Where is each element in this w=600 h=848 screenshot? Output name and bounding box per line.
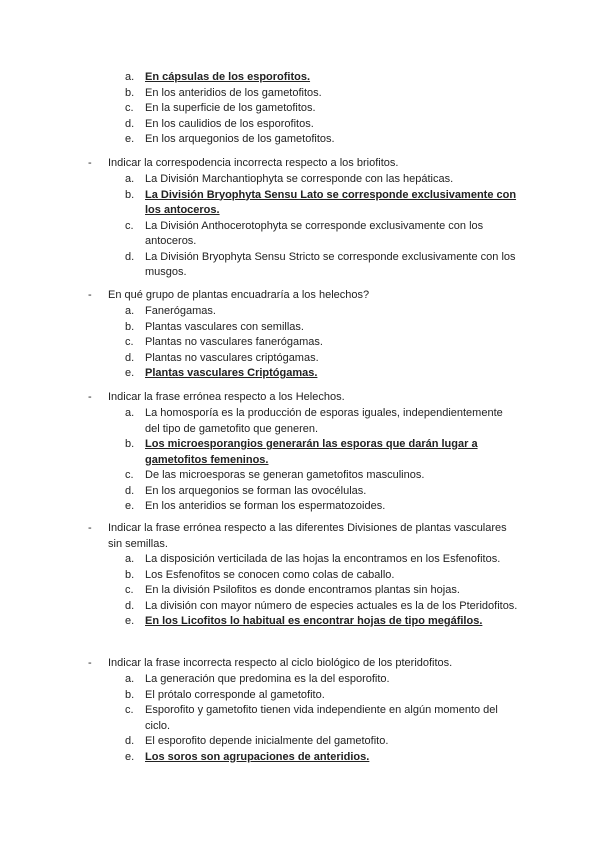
answer-options (0, 672, 600, 765)
question-bullet: - (88, 657, 92, 669)
answer-option (0, 499, 600, 515)
option-letter: c. (125, 704, 134, 716)
answer-options (0, 304, 600, 382)
correct-answer-text: En cápsulas de los esporofitos. (145, 71, 311, 83)
question-text: Indicar la frase incorrecta respecto al ciclo biológico de los pteridofitos. (108, 657, 453, 669)
option-letter: e. (125, 133, 135, 145)
option-text: Plantas vasculares con semillas. (145, 320, 304, 333)
option-text: La División Anthocerotophyta se corresponde exclusivamente con los antoceros. (145, 219, 484, 247)
option-text: En los anteridios de los gametofitos. (145, 86, 322, 99)
question-text: Indicar la frase errónea respecto a los Helechos. (108, 391, 345, 403)
answer-option (0, 188, 600, 219)
option-letter: a. (125, 305, 135, 317)
option-letter: d. (125, 250, 135, 263)
answer-option (0, 335, 600, 351)
answer-option (0, 703, 600, 734)
option-letter: e. (125, 367, 135, 379)
option-text: Esporofito y gametofito tienen vida independiente en algún momento del ciclo. (145, 704, 498, 732)
option-text: En la división Psilofitos es donde encontramos plantas sin hojas. (145, 584, 460, 596)
option-text: En los arquegonios se forman las ovocélulas. (145, 484, 367, 497)
option-text: La homosporía es la producción de esporas iguales, independientemente del tipo de gametofito que generen. (145, 407, 503, 435)
answer-option (0, 172, 600, 188)
option-letter: b. (125, 320, 135, 333)
question-bullet: - (88, 157, 92, 169)
answer-option (0, 320, 600, 336)
first-option-list (0, 70, 600, 148)
answer-option (0, 568, 600, 584)
option-text: En los caulidios de los esporofitos. (145, 117, 314, 130)
correct-answer-text: La División Bryophyta Sensu Lato se corresponde exclusivamente con los antoceros. (145, 188, 517, 216)
answer-option (0, 484, 600, 500)
option-text: En los anteridios se forman los espermatozoides. (145, 500, 386, 512)
answer-option (0, 250, 600, 281)
option-letter: b. (125, 188, 135, 201)
correct-answer-text: Los soros son agrupaciones de anteridios. (145, 750, 370, 763)
option-letter: a. (125, 673, 135, 685)
option-letter: c. (125, 336, 134, 348)
option-letter: a. (125, 173, 135, 185)
option-letter: a. (125, 407, 135, 419)
option-letter: d. (125, 599, 135, 612)
option-text: La generación que predomina es la del esporofito. (145, 673, 390, 685)
answer-option (0, 86, 600, 102)
answer-option (0, 437, 600, 468)
option-text: Fanerógamas. (145, 305, 216, 317)
correct-answer-text: Plantas vasculares Criptógamas. (145, 367, 318, 379)
option-text: El prótalo corresponde al gametofito. (145, 688, 325, 701)
option-text: Plantas no vasculares fanerógamas. (145, 336, 323, 348)
answer-option (0, 132, 600, 148)
correct-answer-text: En los Licofitos lo habitual es encontrar hojas de tipo megáfilos. (145, 615, 483, 627)
answer-option (0, 614, 600, 630)
option-text: De las microesporas se generan gametofitos masculinos. (145, 469, 425, 481)
answer-option (0, 672, 600, 688)
answer-option (0, 304, 600, 320)
option-letter: b. (125, 438, 135, 450)
answer-options (0, 172, 600, 281)
answer-options (0, 406, 600, 515)
option-letter: b. (125, 688, 135, 701)
option-letter: a. (125, 71, 135, 83)
option-text: La disposición verticilada de las hojas la encontramos en los Esfenofitos. (145, 553, 501, 565)
option-text: Los Esfenofitos se conocen como colas de caballo. (145, 568, 395, 581)
answer-option (0, 552, 600, 568)
answer-option (0, 366, 600, 382)
option-text: La División Bryophyta Sensu Stricto se corresponde exclusivamente con los musgos. (145, 250, 516, 278)
answer-option (0, 734, 600, 750)
option-letter: e. (125, 615, 135, 627)
question-bullet: - (88, 391, 92, 403)
answer-option (0, 351, 600, 367)
option-letter: c. (125, 219, 134, 232)
option-letter: e. (125, 750, 135, 763)
option-text: La división con mayor número de especies actuales es la de los Pteridofitos. (145, 599, 518, 612)
answer-option (0, 688, 600, 704)
answer-option (0, 583, 600, 599)
option-text: La División Marchantiophyta se corresponde con las hepáticas. (145, 173, 454, 185)
option-letter: c. (125, 102, 134, 114)
option-letter: a. (125, 553, 135, 565)
option-letter: b. (125, 568, 135, 581)
option-letter: c. (125, 469, 134, 481)
answer-option (0, 70, 600, 86)
answer-option (0, 468, 600, 484)
correct-answer-text: Los microesporangios generarán las esporas que darán lugar a gametofitos femeninos. (145, 438, 478, 466)
option-text: El esporofito depende inicialmente del gametofito. (145, 735, 389, 747)
question-text: En qué grupo de plantas encuadraría a los helechos? (108, 289, 370, 301)
option-letter: b. (125, 86, 135, 99)
option-text: Plantas no vasculares criptógamas. (145, 351, 319, 364)
option-text: En la superficie de los gametofitos. (145, 102, 316, 114)
option-letter: e. (125, 500, 135, 512)
option-letter: d. (125, 484, 135, 497)
answer-option (0, 406, 600, 437)
option-letter: d. (125, 735, 135, 747)
option-letter: c. (125, 584, 134, 596)
answer-option (0, 101, 600, 117)
option-text: En los arquegonios de los gametofitos. (145, 133, 335, 145)
question-bullet: - (88, 522, 92, 534)
option-letter: d. (125, 351, 135, 364)
question-text: Indicar la correspodencia incorrecta respecto a los briofitos. (108, 157, 399, 169)
answer-option (0, 750, 600, 766)
question-text: Indicar la frase errónea respecto a las diferentes Divisiones de plantas vasculares sin semillas. (108, 522, 507, 550)
answer-option (0, 117, 600, 133)
question-bullet: - (88, 289, 92, 301)
answer-option (0, 219, 600, 250)
option-letter: d. (125, 117, 135, 130)
answer-option (0, 599, 600, 615)
answer-options (0, 552, 600, 630)
